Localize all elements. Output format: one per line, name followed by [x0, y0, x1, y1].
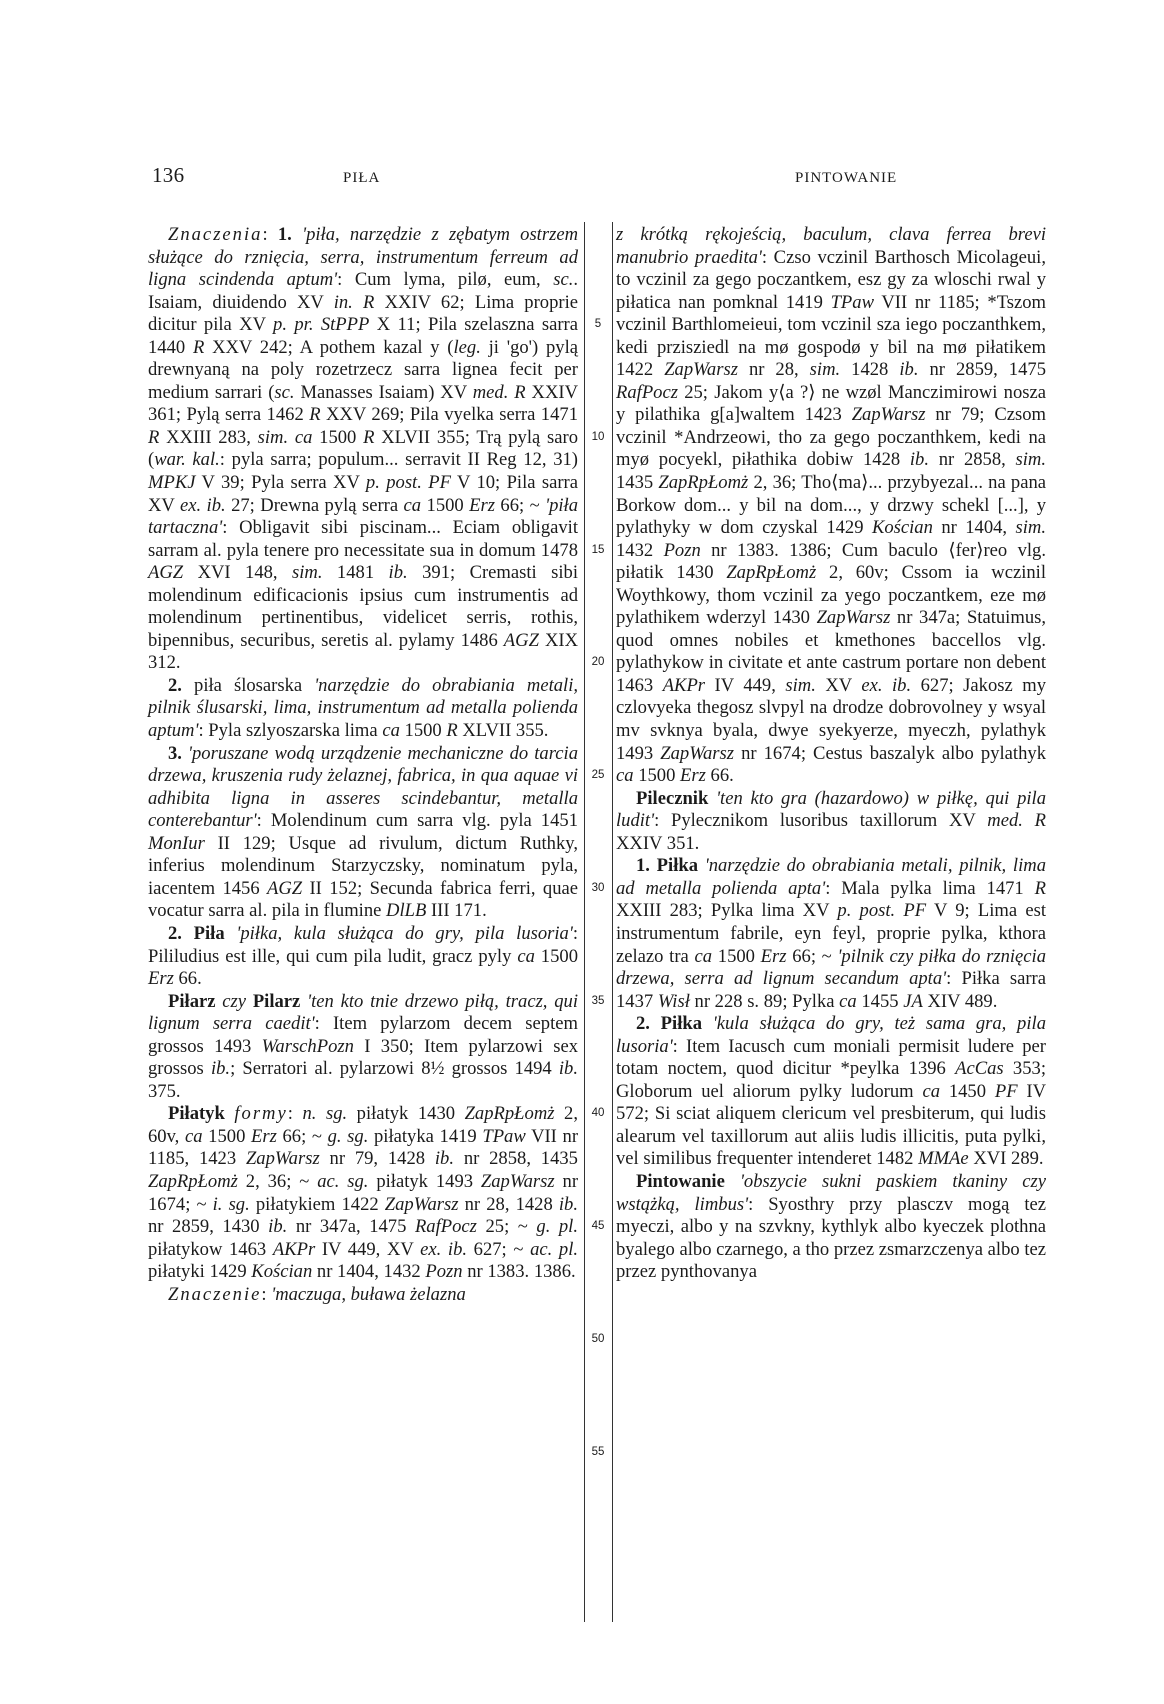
- left-column: [148, 224, 578, 1306]
- text-run: : Cum lyma, pilø, eum,: [337, 269, 554, 291]
- text-run: : Item Iacusch cum moniali permisit ludere per totam noctem, quod dicitur *peylka 1396: [616, 1035, 1046, 1080]
- text-run: XLVII 355; Trą pylą saro (: [148, 426, 578, 471]
- text-run: 1500: [712, 945, 761, 967]
- text-run: 627; Jakosz my czlovyeka thegosz slvpyl na drodze dobrovolney y wsyal mv svknya byala, dwye syekyerze, myeczh, pylathyk 1493: [616, 674, 1046, 764]
- text-run: ac. sg.: [317, 1170, 369, 1192]
- text-run: XXIV 62; Lima proprie dicitur pila XV: [148, 291, 578, 336]
- text-run: Erz: [469, 494, 495, 516]
- text-run: ZapWarsz: [660, 742, 734, 764]
- text-run: nr 347a; Statuimus, quod omnes nobiles et kmethones baccellos vlg. pylathykow in civitate et ante castrum portare non debent 1463: [616, 607, 1046, 696]
- text-run: IV 449, XV: [315, 1238, 421, 1260]
- text-run: PF: [994, 1080, 1018, 1102]
- text-run: 1481: [322, 562, 389, 584]
- text-run: 'pilnik czy piłka do rznięcia drzewa, serra ad lignum secandum apta': [616, 945, 1047, 990]
- entry-paragraph: [148, 923, 578, 991]
- line-number: 55: [591, 1445, 605, 1458]
- text-run: 27; Drewna pylą serra: [225, 494, 404, 516]
- text-run: 'piła tartaczna': [148, 494, 579, 539]
- text-run: med. R: [987, 810, 1047, 832]
- text-run: nr 79, 1428: [319, 1148, 435, 1170]
- text-run: 3.: [168, 742, 189, 764]
- text-run: sc.: [274, 381, 295, 403]
- text-run: ex. ib.: [420, 1238, 468, 1260]
- text-run: XIV 489.: [922, 990, 998, 1012]
- text-run: Znaczenie: [168, 1283, 262, 1305]
- text-run: AGZ: [503, 629, 539, 651]
- text-run: Erz: [148, 968, 174, 990]
- text-run: 1450: [940, 1080, 995, 1102]
- line-number: 20: [591, 656, 605, 669]
- text-run: Erz: [251, 1125, 277, 1147]
- text-run: ZapWarsz: [851, 404, 926, 426]
- text-run: XV: [815, 674, 862, 696]
- text-run: 1500: [421, 494, 470, 516]
- text-run: : Obligavit sibi piscinam... Eciam obligavit sarram al. pyla tenere pro necessitate sua in domum 1478: [148, 517, 578, 561]
- entry-paragraph: [616, 1013, 1046, 1171]
- text-run: TPaw: [482, 1125, 526, 1147]
- text-run: AKPr: [662, 674, 706, 696]
- text-run: :: [261, 1283, 272, 1305]
- text-run: ZapRpŁomż: [148, 1170, 238, 1192]
- text-run: XXV 269; Pila vyelka serra 1471: [320, 404, 578, 426]
- text-run: VII nr 1185, 1423: [148, 1125, 579, 1170]
- text-run: Znaczenia: [168, 224, 263, 245]
- text-run: nr 347a, 1475: [287, 1216, 415, 1238]
- text-run: g. pl.: [536, 1216, 578, 1238]
- text-run: piłatykow 1463: [148, 1238, 273, 1260]
- text-run: Pozn: [663, 539, 701, 561]
- text-run: 'maczuga, buława żelazna: [271, 1283, 466, 1305]
- text-run: MonIur: [148, 832, 205, 854]
- text-run: ZapWarsz: [816, 607, 891, 629]
- text-run: 1435: [616, 472, 659, 494]
- text-run: II 152; Secunda fabrica ferri, quae vocatur sarra al. pila in flumine: [148, 877, 579, 922]
- text-run: 66; ~: [495, 494, 546, 516]
- text-run: 'poruszane wodą urządzenie mechaniczne do tarcia drzewa, kruszenia rudy żelaznej, fabrica, in qua aquae vi adhibita ligna in asseres scindebantur, metalla conterebantur': [148, 742, 578, 832]
- text-run: piłatyk 1493: [368, 1170, 481, 1192]
- entry-paragraph: [148, 743, 578, 923]
- text-run: ZapWarsz: [384, 1193, 459, 1215]
- text-run: Wisł: [657, 990, 690, 1012]
- text-run: med. R: [472, 381, 526, 403]
- text-run: 1500: [633, 765, 681, 787]
- text-run: war. kal.: [154, 449, 220, 471]
- text-run: AGZ: [148, 562, 184, 584]
- text-run: ca: [839, 990, 857, 1012]
- text-run: JA: [903, 990, 923, 1012]
- text-run: 1500: [202, 1125, 252, 1147]
- text-run: nr 2858,: [929, 449, 1016, 471]
- text-run: R: [148, 426, 160, 448]
- text-run: 'piłka, kula służąca do gry, pila lusoria': [236, 922, 573, 944]
- text-run: piłatyk 1430: [347, 1103, 465, 1125]
- text-run: R: [446, 720, 458, 742]
- text-run: RafPocz: [414, 1216, 477, 1238]
- text-run: nr 2858, 1435: [454, 1148, 578, 1170]
- text-run: nr 2859, 1475: [918, 359, 1046, 381]
- text-run: MPKJ: [148, 472, 196, 494]
- text-run: nr 1674; Cestus baszalyk albo pylathyk: [734, 742, 1046, 764]
- text-run: 391; Cremasti sibi molendinum edificacionis ipsius cum instrumentis ad molendinum pertinentibus, videlicet serris, rothis, bipennibus, securibus, seretis al. pylamy 1486: [148, 562, 579, 651]
- text-run: i. sg.: [212, 1193, 250, 1215]
- entry-paragraph: [148, 224, 578, 675]
- text-run: nr 28, 1428: [458, 1193, 559, 1215]
- text-run: ZapWarsz: [480, 1170, 555, 1192]
- text-run: 2, 60v,: [148, 1103, 578, 1147]
- text-run: sim.: [1015, 449, 1046, 471]
- text-run: ex. ib.: [861, 674, 912, 696]
- text-run: 66; ~: [276, 1125, 328, 1147]
- text-run: : Piłka sarra 1437: [616, 968, 1047, 1012]
- text-run: nr 28,: [737, 359, 810, 381]
- right-column: [616, 224, 1046, 1284]
- text-run: Pozn: [425, 1261, 463, 1283]
- text-run: ZapRpŁomż: [726, 562, 817, 584]
- text-run: ib.: [558, 1058, 578, 1080]
- entry-paragraph: [148, 991, 578, 1104]
- text-run: V 39; Pyla serra XV: [195, 472, 366, 494]
- text-run: ZapRpŁomż: [658, 472, 749, 494]
- text-run: Pintowanie: [636, 1170, 740, 1192]
- text-run: 627; ~: [467, 1238, 531, 1260]
- text-run: 1500: [399, 720, 447, 742]
- line-number: 35: [591, 994, 605, 1007]
- text-run: MMAe: [918, 1148, 969, 1170]
- text-run: R: [192, 336, 205, 358]
- text-run: ; Serratori al. pylarzowi 8½ grossos 1494: [230, 1058, 559, 1080]
- text-run: ZapWarsz: [245, 1148, 320, 1170]
- text-run: : Pyla szlyoszarska lima: [198, 720, 383, 742]
- text-run: Kościan: [871, 517, 933, 539]
- text-run: sim.: [1015, 517, 1046, 539]
- text-run: 66; ~: [786, 945, 838, 967]
- text-run: XXIV 351.: [616, 832, 700, 854]
- text-run: 66.: [705, 765, 734, 787]
- text-run: p. post. PF: [365, 472, 451, 494]
- text-run: 375.: [148, 1080, 181, 1102]
- text-run: AGZ: [267, 877, 303, 899]
- text-run: XXIII 283,: [159, 426, 258, 448]
- text-run: II 129; Usque ad rivulum, dictum Ruthky, inferius molendinum Starzyczsky, nominatum pyla, iacentem 1456: [148, 832, 578, 899]
- text-run: 1500: [534, 945, 578, 967]
- text-run: czy: [222, 990, 253, 1012]
- text-run: 1.: [277, 224, 303, 245]
- running-head-left: PIŁA: [343, 170, 381, 186]
- text-run: z krótką rękojeścią, baculum, clava ferrea brevi manubrio praedita': [616, 224, 1046, 268]
- text-run: sim.: [292, 562, 323, 584]
- entry-paragraph: [148, 1284, 578, 1307]
- text-run: R: [1034, 877, 1046, 899]
- text-run: TPaw: [830, 291, 874, 313]
- text-run: Pilecznik: [636, 787, 717, 809]
- running-head-right: PINTOWANIE: [795, 170, 898, 186]
- entry-paragraph: [616, 1171, 1046, 1284]
- line-number: 40: [591, 1107, 605, 1120]
- text-run: AKPr: [272, 1238, 316, 1260]
- text-run: Piłatyk: [168, 1103, 235, 1125]
- text-run: XXIV 361; Pylą serra 1462: [148, 381, 578, 426]
- text-run: nr 1383. 1386.: [462, 1261, 576, 1283]
- text-run: sc.: [553, 269, 574, 291]
- entry-paragraph: [616, 855, 1046, 1013]
- text-run: 'ten kto gra (hazardowo) w piłkę, qui pila ludit': [616, 787, 1046, 832]
- text-run: :: [287, 1103, 303, 1125]
- entry-paragraph: [616, 224, 1046, 788]
- text-run: ca: [382, 720, 400, 742]
- text-run: ib.: [558, 1193, 579, 1215]
- text-run: XLVII 355.: [457, 720, 549, 742]
- text-run: XIX 312.: [148, 629, 578, 674]
- text-run: n. sg.: [302, 1103, 348, 1125]
- text-run: 2, 60v; Cssom ia wczinil Woythkowy, thom vczinil za yego poczantkem, eze mø pylathikem wderzyl 1430: [616, 562, 1047, 629]
- text-run: . Isaiam, diuidendo XV: [148, 269, 578, 313]
- text-run: piła ślosarska: [194, 674, 315, 696]
- text-run: 'piła, narzędzie z zębatym ostrzem służące do rznięcia, serra, instrumentum ferreum ad ligna scindenda aptum': [148, 224, 578, 291]
- text-run: : Item pylarzom decem septem grossos 1493: [148, 1013, 578, 1057]
- line-number: 50: [591, 1332, 605, 1345]
- column-rule-right: [612, 222, 613, 1622]
- text-run: 2, 36; ~: [237, 1170, 318, 1192]
- text-run: in. R: [333, 291, 375, 313]
- text-run: ib.: [434, 1148, 455, 1170]
- text-run: XVI 148,: [183, 562, 293, 584]
- text-run: 'ten kto tnie drzewo piłą, tracz, qui lignum serra caedit': [148, 990, 578, 1035]
- text-run: 'kula służąca do gry, też sama gra, pila lusoria': [616, 1013, 1046, 1057]
- text-run: sim.: [809, 359, 841, 381]
- text-run: V 9; Lima est instrumentum fabrile, eyn feyl, proprie pylka, kthora zelazo tra: [616, 900, 1046, 967]
- text-run: WarschPozn: [261, 1035, 354, 1057]
- text-run: 66.: [173, 968, 202, 990]
- text-run: sim.: [785, 674, 816, 696]
- line-number: 5: [594, 318, 602, 331]
- text-run: : Pylecznikom lusoribus taxillorum XV: [654, 810, 988, 832]
- text-run: piłatyka 1419: [368, 1125, 483, 1147]
- text-run: : pyla sarra; populum... serravit II Reg 12, 31): [219, 449, 578, 471]
- text-run: R: [363, 426, 375, 448]
- text-run: ib.: [210, 1058, 231, 1080]
- text-run: Manasses Isaiam) XV: [294, 381, 473, 403]
- text-run: ac. pl.: [530, 1238, 579, 1260]
- text-run: nr 1404,: [932, 517, 1016, 539]
- text-run: ca: [517, 945, 535, 967]
- text-run: formy: [234, 1103, 288, 1125]
- text-run: nr 2859, 1430: [148, 1216, 269, 1238]
- entry-paragraph: [148, 1103, 578, 1283]
- text-run: VII nr 1185; *Tszom vczinil Barthlomeieui, tom vczinil sza iego poczanthkem, kedi przisziedl na mø gospodø y bil na mø piłatikem 1422: [616, 291, 1046, 381]
- text-run: piłatyki 1429: [148, 1261, 252, 1283]
- text-run: I 350; Item pylarzowi sex grossos: [148, 1035, 578, 1080]
- text-run: g. sg.: [327, 1125, 369, 1147]
- text-run: 2, 36; Tho⟨ma⟩... przybyezal... na pana Borkow dom... y bil na dom..., y drzwy schekl [...], y pylathyky w dom czyskal 1429: [616, 472, 1046, 539]
- text-run: V 10; Pila sarra XV: [148, 472, 578, 516]
- text-run: DlLB: [386, 900, 427, 922]
- text-run: X 11; Pila szelaszna sarra 1440: [148, 314, 578, 358]
- text-run: Erz: [680, 765, 706, 787]
- text-run: :: [262, 224, 278, 245]
- text-run: 1500: [312, 426, 364, 448]
- text-run: ib.: [268, 1216, 288, 1238]
- text-run: : Pililudius est ille, qui cum pila ludit, gracz pyly: [148, 922, 578, 967]
- line-number: 45: [591, 1220, 605, 1233]
- text-run: ji 'go') pylą drewnyaną na poly rozetrzecz sarra lignea fecit per medium sarrari (: [148, 336, 578, 403]
- text-run: nr 1674; ~: [148, 1170, 579, 1215]
- text-run: XVI 289.: [968, 1148, 1044, 1170]
- text-run: nr 79; Czsom vczinil *Andrzeowi, tho za gego poczanthkem, kedi na myø pocyekl, piłathika dobiw 1428: [616, 404, 1046, 471]
- text-run: 1428: [840, 359, 900, 381]
- text-run: nr 228 s. 89; Pylka: [689, 990, 840, 1012]
- text-run: 'narzędzie do obrabiania metali, pilnik, lima ad metalla polienda apta': [616, 855, 1046, 899]
- text-run: IV 572; Si sciat aliquem clericum vel presbiterum, qui ludis alearum vel taxillorum aut aliis ludis illicitis, puta pylki, vel similibus frequenter intenderet 1482: [616, 1080, 1047, 1170]
- text-run: ca: [694, 945, 713, 967]
- text-run: R: [309, 404, 321, 426]
- text-run: Kościan: [251, 1261, 313, 1283]
- line-number: 25: [591, 769, 605, 782]
- text-run: Piłarz: [168, 990, 223, 1012]
- text-run: III 171.: [426, 900, 487, 922]
- text-run: Pilarz: [252, 990, 308, 1012]
- text-run: : Molendinum cum sarra vlg. pyla 1451: [256, 810, 578, 832]
- text-run: 2. Piłka: [636, 1013, 713, 1035]
- text-run: nr 1404, 1432: [312, 1261, 426, 1283]
- text-run: XXIII 283; Pylka lima XV: [616, 900, 838, 922]
- text-run: 1. Piłka: [636, 855, 705, 877]
- text-run: ZapRpŁomż: [464, 1103, 555, 1125]
- line-number: 10: [591, 430, 605, 443]
- entry-paragraph: [148, 675, 578, 743]
- text-run: ca: [616, 765, 634, 787]
- text-run: 2. Piła: [168, 922, 237, 944]
- text-run: : Czso vczinil Barthosch Micolageui, to vczinil za gego poczantkem, esz gy za wloschi rwal y piłatica nan pomknal 1419: [616, 246, 1046, 313]
- entry-paragraph: [616, 788, 1046, 856]
- text-run: ib.: [909, 449, 930, 471]
- line-number: 30: [591, 881, 605, 894]
- text-run: ca: [184, 1125, 203, 1147]
- text-run: 25; Jakom y⟨a ?⟩ ne wzøl Manczimirowi nosza y pilathika g[a]waltem 1423: [616, 381, 1046, 426]
- text-run: piłatykiem 1422: [249, 1193, 385, 1215]
- text-run: 1432: [616, 539, 664, 561]
- text-run: 'narzędzie do obrabiania metali, pilnik ślusarski, lima, instrumentum ad metalla polienda aptum': [148, 674, 579, 742]
- text-run: ca: [922, 1080, 941, 1102]
- text-run: IV 449,: [705, 674, 786, 696]
- text-run: : Mala pylka lima 1471: [825, 877, 1035, 899]
- text-run: AcCas: [955, 1058, 1004, 1080]
- text-run: ib.: [388, 562, 408, 584]
- text-run: nr 1383. 1386; Cum baculo ⟨fer⟩reo vlg. piłatik 1430: [616, 539, 1046, 584]
- text-run: : Syosthry przy plasczv mogą tez myeczi, albo y na szvkny, kythlyk albo kyeczek plothna byalego albo czarnego, a tho przez zsmarzczenya albo tez przez pynthovanya: [616, 1193, 1046, 1283]
- text-run: sim. ca: [257, 426, 313, 448]
- page-number: 136: [152, 163, 185, 187]
- text-run: leg.: [453, 336, 481, 358]
- text-run: Erz: [760, 945, 787, 967]
- text-run: ex. ib.: [179, 494, 226, 516]
- text-run: ZapWarsz: [664, 359, 738, 381]
- text-run: 353; Globorum uel aliorum pylky ludorum: [616, 1058, 1046, 1102]
- text-run: 25; ~: [476, 1216, 537, 1238]
- text-run: p. post. PF: [837, 900, 927, 922]
- text-run: XXV 242; A pothem kazal y (: [204, 336, 454, 358]
- text-run: ib.: [899, 359, 919, 381]
- column-rule-left: [584, 222, 585, 1622]
- line-number: 15: [591, 543, 605, 556]
- text-run: 'obszycie sukni paskiem tkaniny czy wstążką, limbus': [616, 1170, 1046, 1215]
- text-run: p. pr. StPPP: [273, 314, 370, 336]
- text-run: ca: [403, 494, 422, 516]
- text-run: RafPocz: [616, 381, 678, 403]
- text-run: 2.: [168, 674, 195, 696]
- text-run: 1455: [856, 990, 904, 1012]
